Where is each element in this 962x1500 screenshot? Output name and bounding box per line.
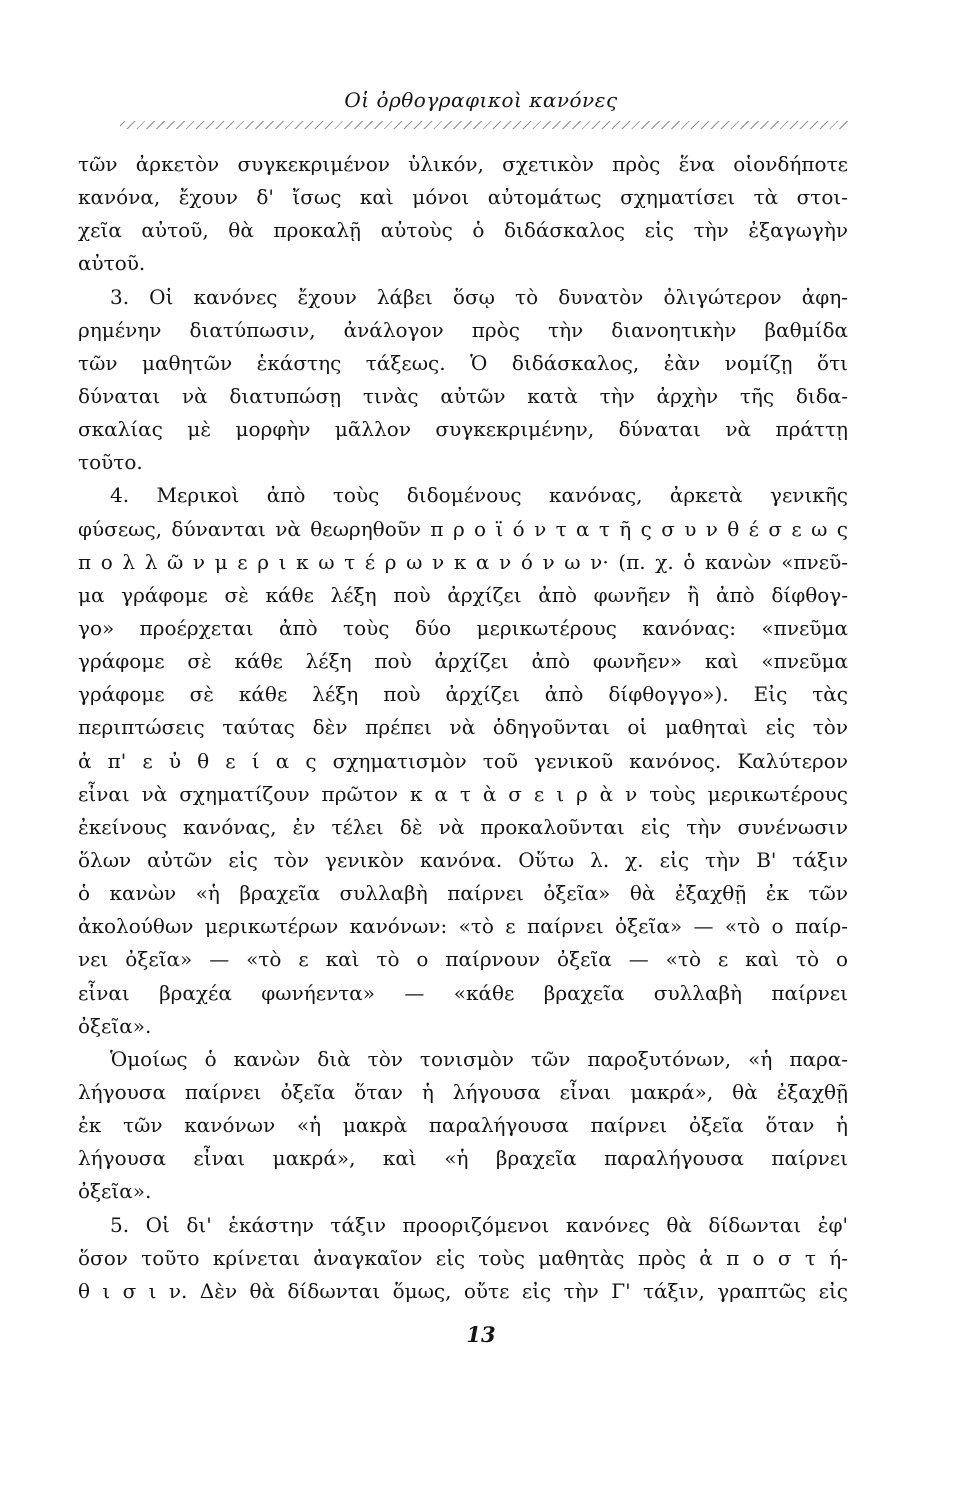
text-line: ἀ π' ε ὐ θ ε ί α ς σχηματισμὸν τοῦ γενικοῦ κανόνος. Καλύτερον [78, 748, 848, 773]
text-line: ρημένην διατύπωσιν, ἀνάλογον πρὸς τὴν διανοητικὴν βαθμίδα [78, 317, 848, 342]
text-line: λήγουσα εἶναι μακρά», καὶ «ἡ βραχεῖα παραλήγουσα παίρνει [78, 1146, 848, 1171]
decorative-rule [120, 121, 848, 129]
text-line: εἶναι νὰ σχηματίζουν πρῶτον κ α τ ὰ σ ε ι ρ ὰ ν τοὺς μερικωτέρους [78, 781, 848, 806]
text-line: χεῖα αὐτοῦ, θὰ προκαλῇ αὐτοὺς ὁ διδάσκαλος εἰς τὴν ἐξαγωγὴν [78, 218, 848, 243]
text-line: ὁ κανὼν «ἡ βραχεῖα συλλαβὴ παίρνει ὀξεῖα» θὰ ἐξαχθῇ ἐκ τῶν [78, 881, 848, 906]
text-line: ὅλων αὐτῶν εἰς τὸν γενικὸν κανόνα. Οὕτω λ. χ. εἰς τὴν Β' τάξιν [78, 847, 848, 872]
text-line: 5. Οἱ δι' ἑκάστην τάξιν προοριζόμενοι κανόνες θὰ δίδωνται ἐφ' [110, 1212, 848, 1237]
running-head: Οἱ ὀρθογραφικοὶ κανόνες [344, 88, 618, 112]
text-line: ἐκ τῶν κανόνων «ἡ μακρὰ παραλήγουσα παίρνει ὀξεῖα ὅταν ἡ [78, 1113, 848, 1138]
text-line: σκαλίας μὲ μορφὴν μᾶλλον συγκεκριμένην, δύναται νὰ πράττῃ [78, 417, 848, 442]
text-line: 3. Οἱ κανόνες ἔχουν λάβει ὅσῳ τὸ δυνατὸν ὀλιγώτερον ἀφη- [110, 284, 848, 309]
page-number: 13 [466, 1322, 496, 1347]
text-line: αὐτοῦ. [78, 251, 146, 276]
text-line: ἐκείνους κανόνας, ἐν τέλει δὲ νὰ προκαλοῦνται εἰς τὴν συνένωσιν [78, 814, 848, 839]
text-line: γράφομε σὲ κάθε λέξη ποὺ ἀρχίζει ἀπὸ φωνῆεν» καὶ «πνεῦμα [78, 649, 848, 674]
text-line: γράφομε σὲ κάθε λέξη ποὺ ἀρχίζει ἀπὸ δίφθογγο»). Εἰς τὰς [78, 682, 848, 707]
text-line: εἶναι βραχέα φωνήεντα» — «κάθε βραχεῖα συλλαβὴ παίρνει [78, 980, 848, 1005]
text-line: τῶν μαθητῶν ἑκάστης τάξεως. Ὁ διδάσκαλος, ἐὰν νομίζῃ ὅτι [78, 350, 848, 375]
text-line: 4. Μερικοὶ ἀπὸ τοὺς διδομένους κανόνας, ἀρκετὰ γενικῆς [110, 483, 848, 508]
text-line: ἀκολούθων μερικωτέρων κανόνων: «τὸ ε παίρνει ὀξεῖα» — «τὸ ο παίρ- [78, 914, 848, 939]
text-line: περιπτώσεις ταύτας δὲν πρέπει νὰ ὁδηγοῦνται οἱ μαθηταὶ εἰς τὸν [78, 715, 848, 740]
text-line: θ ι σ ι ν. Δὲν θὰ δίδωνται ὅμως, οὔτε εἰς τὴν Γ' τάξιν, γραπτῶς εἰς [78, 1278, 848, 1303]
text-line: τῶν ἀρκετὸν συγκεκριμένον ὑλικόν, σχετικὸν πρὸς ἕνα οἱονδήποτε [78, 152, 848, 176]
text-line: κανόνα, ἔχουν δ' ἴσως καὶ μόνοι αὐτομάτως σχηματίσει τὰ στοι- [78, 185, 848, 210]
body-text [78, 148, 848, 1308]
text-line: φύσεως, δύνανται νὰ θεωρηθοῦν π ρ ο ϊ ό ν τ α τ ῆ ς σ υ ν θ έ σ ε ω ς [78, 516, 848, 541]
text-line: γο» προέρχεται ἀπὸ τοὺς δύο μερικωτέρους κανόνας: «πνεῦμα [78, 615, 848, 640]
text-line: ὀξεῖα». [78, 1013, 152, 1038]
text-line: νει ὀξεῖα» — «τὸ ε καὶ τὸ ο παίρνουν ὀξεῖα — «τὸ ε καὶ τὸ ο [78, 947, 848, 972]
text-line: μα γράφομε σὲ κάθε λέξη ποὺ ἀρχίζει ἀπὸ φωνῆεν ἢ ἀπὸ δίφθογ- [78, 582, 848, 607]
text-line: λήγουσα παίρνει ὀξεῖα ὅταν ἡ λήγουσα εἶναι μακρά», θὰ ἐξαχθῇ [78, 1079, 848, 1104]
text-line: ὅσον τοῦτο κρίνεται ἀναγκαῖον εἰς τοὺς μαθητὰς πρὸς ἀ π ο σ τ ή- [78, 1245, 848, 1270]
text-line: δύναται νὰ διατυπώσῃ τινὰς αὐτῶν κατὰ τὴν ἀρχὴν τῆς διδα- [78, 383, 848, 408]
text-line: Ὁμοίως ὁ κανὼν διὰ τὸν τονισμὸν τῶν παροξυτόνων, «ἡ παρα- [110, 1046, 848, 1071]
text-line: τοῦτο. [78, 450, 143, 475]
text-line: π ο λ λ ῶ ν μ ε ρ ι κ ω τ έ ρ ω ν κ α ν ό ν ω ν· (π. χ. ὁ κανὼν «πνεῦ- [78, 549, 848, 574]
text-line: ὀξεῖα». [78, 1179, 152, 1204]
